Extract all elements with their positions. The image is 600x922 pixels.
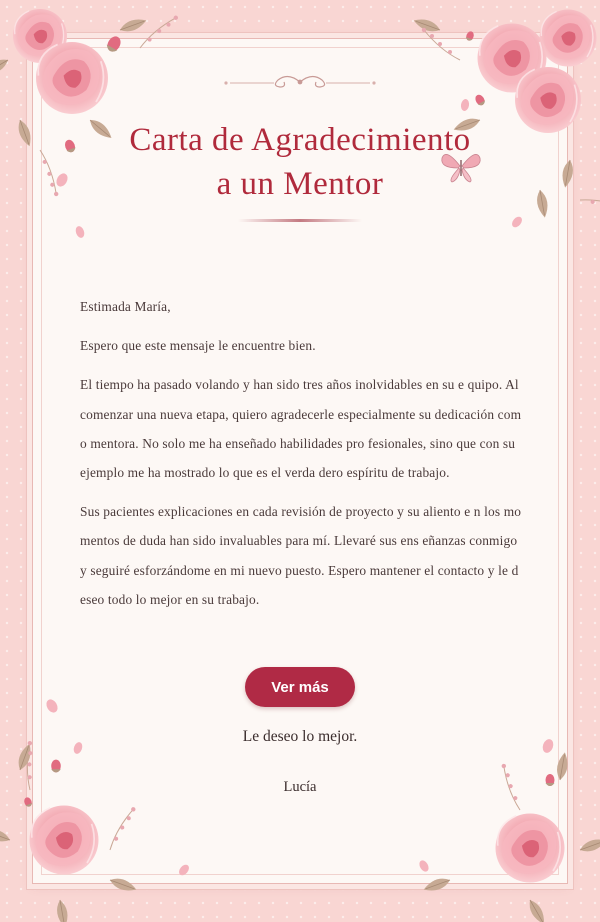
letter-paragraph: El tiempo ha pasado volando y han sido tres años inolvidables en su e quipo. Al comenzar una nueva etapa, quiero agradecerle especialmente su dedicación como mentora. No solo me ha enseñado habilidades pro fesionales, sino que con su ejemplo me ha mostrado lo que es el verda dero espíritu de trabajo. [80,377,522,481]
title-line-2: a un Mentor [216,166,384,202]
see-more-button[interactable]: Ver más [245,667,355,707]
letter-signature: Lucía [283,779,317,795]
letter-closing: Le deseo lo mejor. [242,728,358,745]
flourish-icon [200,70,400,94]
page-title [60,118,540,206]
title-divider [238,219,362,222]
rose-cluster-icon [0,730,180,922]
title-line-1: Carta de Agradecimiento [129,122,471,158]
letter-greeting: Estimada María, [80,299,171,314]
letter-body [80,292,522,624]
letter-paragraph: Espero que este mensaje le encuentre bien. [80,338,316,354]
letter-paragraph: Sus pacientes explicaciones en cada revisión de proyecto y su aliento e n los momentos de duda han sido invaluables para mí. Llevaré sus ens eñanzas conmigo y seguiré esforzándome en mi nuevo puesto. Espero mantener el contacto y le deseo todo lo mejor en su trabajo. [80,504,522,607]
